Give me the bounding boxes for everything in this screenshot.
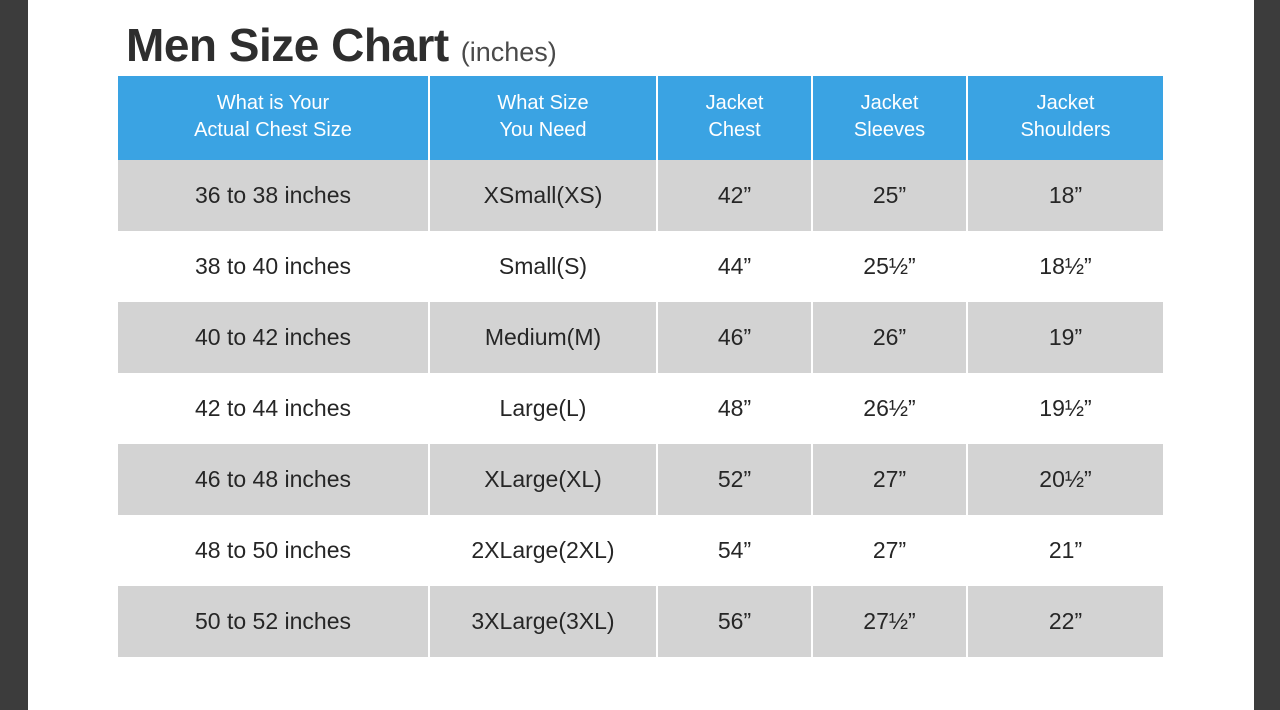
cell-actual-chest-size: 40 to 42 inches — [118, 302, 430, 373]
cell-jacket-shoulders: 22” — [968, 586, 1163, 657]
cell-jacket-sleeves: 25½” — [813, 231, 968, 302]
cell-jacket-sleeves: 27” — [813, 444, 968, 515]
document-content — [118, 0, 1178, 657]
cell-jacket-shoulders: 21” — [968, 515, 1163, 586]
column-header-line-1: Jacket — [860, 92, 919, 114]
cell-actual-chest-size: 38 to 40 inches — [118, 231, 430, 302]
cell-size-needed: 3XLarge(3XL) — [430, 586, 658, 657]
cell-jacket-chest: 42” — [658, 160, 813, 231]
table-row — [118, 160, 1163, 231]
table-body — [118, 160, 1163, 657]
left-gutter — [0, 0, 28, 710]
cell-actual-chest-size: 46 to 48 inches — [118, 444, 430, 515]
table-row — [118, 586, 1163, 657]
column-header-actual-chest-size — [118, 76, 430, 160]
column-header-line-2: You Need — [499, 119, 587, 141]
column-header-line-2: Shoulders — [1020, 119, 1111, 141]
cell-jacket-chest: 54” — [658, 515, 813, 586]
cell-size-needed: XLarge(XL) — [430, 444, 658, 515]
column-header-line-2: Actual Chest Size — [194, 119, 352, 141]
cell-jacket-chest: 44” — [658, 231, 813, 302]
cell-jacket-shoulders: 18½” — [968, 231, 1163, 302]
cell-jacket-shoulders: 18” — [968, 160, 1163, 231]
table-row — [118, 515, 1163, 586]
column-header-jacket-sleeves — [813, 76, 968, 160]
cell-size-needed: 2XLarge(2XL) — [430, 515, 658, 586]
page-title-units: (inches) — [460, 37, 557, 67]
column-header-line-1: What Size — [497, 92, 589, 114]
cell-actual-chest-size: 36 to 38 inches — [118, 160, 430, 231]
cell-jacket-sleeves: 26” — [813, 302, 968, 373]
cell-actual-chest-size: 42 to 44 inches — [118, 373, 430, 444]
cell-jacket-shoulders: 19½” — [968, 373, 1163, 444]
document-page — [28, 0, 1254, 710]
cell-size-needed: Medium(M) — [430, 302, 658, 373]
right-gutter — [1254, 0, 1280, 710]
cell-jacket-chest: 46” — [658, 302, 813, 373]
table-row — [118, 231, 1163, 302]
cell-jacket-sleeves: 25” — [813, 160, 968, 231]
column-header-line-1: Jacket — [1036, 92, 1095, 114]
cell-jacket-sleeves: 26½” — [813, 373, 968, 444]
cell-size-needed: XSmall(XS) — [430, 160, 658, 231]
table-header — [118, 76, 1163, 160]
column-header-line-2: Chest — [708, 119, 761, 141]
column-header-jacket-chest — [658, 76, 813, 160]
cell-jacket-shoulders: 20½” — [968, 444, 1163, 515]
column-header-jacket-shoulders — [968, 76, 1163, 160]
table-row — [118, 302, 1163, 373]
cell-jacket-chest: 56” — [658, 586, 813, 657]
page-title-main: Men Size Chart — [126, 19, 449, 71]
cell-jacket-chest: 52” — [658, 444, 813, 515]
column-header-size-needed — [430, 76, 658, 160]
cell-actual-chest-size: 50 to 52 inches — [118, 586, 430, 657]
table-row — [118, 444, 1163, 515]
column-header-line-1: Jacket — [705, 92, 764, 114]
cell-size-needed: Large(L) — [430, 373, 658, 444]
page-title — [118, 0, 1178, 76]
table-row — [118, 373, 1163, 444]
cell-size-needed: Small(S) — [430, 231, 658, 302]
cell-jacket-sleeves: 27” — [813, 515, 968, 586]
cell-jacket-sleeves: 27½” — [813, 586, 968, 657]
cell-jacket-chest: 48” — [658, 373, 813, 444]
column-header-line-2: Sleeves — [853, 119, 926, 141]
cell-actual-chest-size: 48 to 50 inches — [118, 515, 430, 586]
table-header-row — [118, 76, 1163, 160]
size-chart-table — [118, 76, 1163, 657]
column-header-line-1: What is Your — [216, 92, 330, 114]
cell-jacket-shoulders: 19” — [968, 302, 1163, 373]
